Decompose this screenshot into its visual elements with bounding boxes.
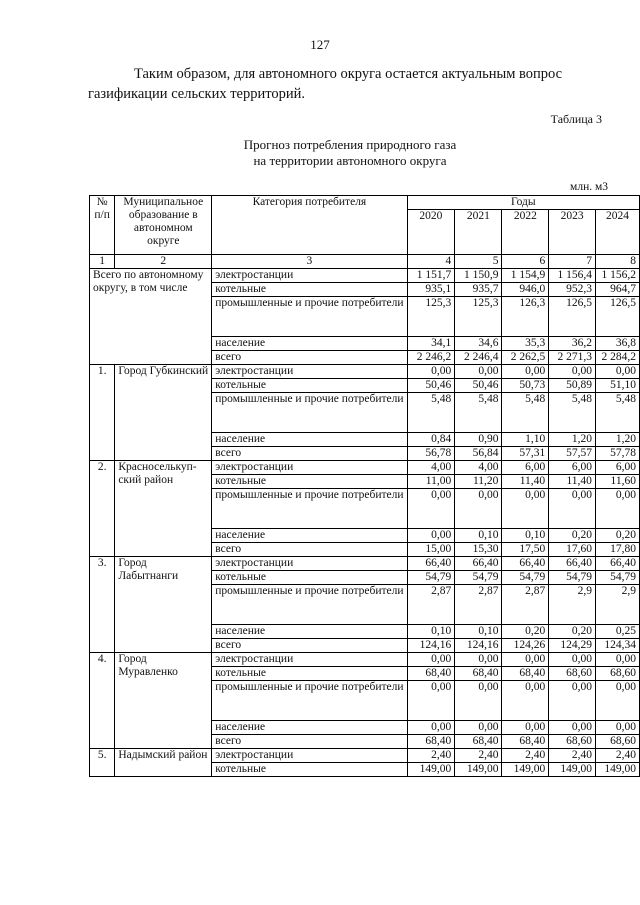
- value-cell: 0,00: [595, 489, 639, 529]
- category-cell: электростанции: [212, 461, 407, 475]
- header-year: 2022: [502, 210, 549, 255]
- value-cell: 964,7: [595, 283, 639, 297]
- intro-paragraph: [88, 64, 598, 104]
- value-cell: 66,40: [502, 557, 549, 571]
- value-cell: 125,3: [455, 297, 502, 337]
- value-cell: 0,25: [595, 625, 639, 639]
- value-cell: 11,60: [595, 475, 639, 489]
- value-cell: 36,2: [549, 337, 596, 351]
- value-cell: 11,20: [455, 475, 502, 489]
- value-cell: 11,00: [407, 475, 455, 489]
- value-cell: 0,00: [455, 653, 502, 667]
- value-cell: 6,00: [549, 461, 596, 475]
- value-cell: 57,78: [595, 447, 639, 461]
- value-cell: 125,3: [407, 297, 455, 337]
- value-cell: 11,40: [502, 475, 549, 489]
- value-cell: 54,79: [549, 571, 596, 585]
- column-number: 2: [115, 255, 212, 269]
- header-num: № п/п: [90, 196, 115, 255]
- value-cell: 0,00: [407, 721, 455, 735]
- category-cell: население: [212, 529, 407, 543]
- value-cell: 17,50: [502, 543, 549, 557]
- value-cell: 2,40: [407, 749, 455, 763]
- value-cell: 0,20: [502, 625, 549, 639]
- value-cell: 2,40: [455, 749, 502, 763]
- value-cell: 11,40: [549, 475, 596, 489]
- value-cell: 2 246,2: [407, 351, 455, 365]
- header-municipality: Муниципальное образование в автономном округе: [115, 196, 212, 255]
- value-cell: 0,00: [549, 489, 596, 529]
- category-cell: население: [212, 721, 407, 735]
- table-row: [90, 365, 640, 379]
- value-cell: 0,00: [455, 721, 502, 735]
- value-cell: 0,00: [407, 489, 455, 529]
- value-cell: 2,9: [595, 585, 639, 625]
- category-cell: промышленные и прочие потребители: [212, 393, 407, 433]
- value-cell: 1,20: [595, 433, 639, 447]
- value-cell: 2,87: [455, 585, 502, 625]
- header-year: 2021: [455, 210, 502, 255]
- value-cell: 5,48: [549, 393, 596, 433]
- value-cell: 36,8: [595, 337, 639, 351]
- category-cell: котельные: [212, 763, 407, 777]
- value-cell: 50,46: [407, 379, 455, 393]
- column-number: 7: [549, 255, 596, 269]
- category-cell: электростанции: [212, 557, 407, 571]
- value-cell: 124,29: [549, 639, 596, 653]
- value-cell: 15,00: [407, 543, 455, 557]
- value-cell: 1 156,2: [595, 269, 639, 283]
- value-cell: 0,00: [502, 365, 549, 379]
- value-cell: 0,00: [502, 721, 549, 735]
- value-cell: 2,40: [595, 749, 639, 763]
- value-cell: 0,00: [407, 365, 455, 379]
- category-cell: котельные: [212, 475, 407, 489]
- value-cell: 68,40: [407, 667, 455, 681]
- category-cell: население: [212, 337, 407, 351]
- category-cell: промышленные и прочие потребители: [212, 297, 407, 337]
- value-cell: 35,3: [502, 337, 549, 351]
- value-cell: 50,46: [455, 379, 502, 393]
- category-cell: население: [212, 625, 407, 639]
- municipality-name-cell: Город Лабытнанги: [115, 557, 212, 653]
- value-cell: 126,5: [549, 297, 596, 337]
- value-cell: 68,40: [407, 735, 455, 749]
- value-cell: 50,89: [549, 379, 596, 393]
- header-year: 2020: [407, 210, 455, 255]
- value-cell: 2 271,3: [549, 351, 596, 365]
- header-years-group: Годы: [407, 196, 639, 210]
- category-cell: население: [212, 433, 407, 447]
- category-cell: котельные: [212, 379, 407, 393]
- table-row: [90, 749, 640, 763]
- value-cell: 1,10: [502, 433, 549, 447]
- column-number: 4: [407, 255, 455, 269]
- category-cell: всего: [212, 735, 407, 749]
- value-cell: 0,00: [549, 721, 596, 735]
- municipality-name-cell: Город Губкинский: [115, 365, 212, 461]
- value-cell: 57,31: [502, 447, 549, 461]
- value-cell: 2,40: [502, 749, 549, 763]
- value-cell: 935,7: [455, 283, 502, 297]
- value-cell: 68,60: [595, 667, 639, 681]
- value-cell: 2,87: [502, 585, 549, 625]
- value-cell: 5,48: [502, 393, 549, 433]
- value-cell: 0,10: [407, 625, 455, 639]
- value-cell: 0,10: [455, 625, 502, 639]
- value-cell: 0,10: [455, 529, 502, 543]
- value-cell: 68,40: [502, 735, 549, 749]
- value-cell: 0,00: [595, 681, 639, 721]
- value-cell: 124,34: [595, 639, 639, 653]
- gas-consumption-table: [89, 195, 640, 777]
- column-number: 8: [595, 255, 639, 269]
- table-title: [0, 137, 640, 169]
- value-cell: 68,60: [549, 735, 596, 749]
- intro-line-1: Таким образом, для автономного округа остается актуальным вопрос: [134, 66, 563, 82]
- category-cell: всего: [212, 639, 407, 653]
- table-row: [90, 461, 640, 475]
- value-cell: 2,40: [549, 749, 596, 763]
- value-cell: 68,40: [455, 667, 502, 681]
- value-cell: 34,6: [455, 337, 502, 351]
- value-cell: 6,00: [595, 461, 639, 475]
- value-cell: 0,00: [407, 529, 455, 543]
- value-cell: 54,79: [455, 571, 502, 585]
- value-cell: 1,20: [549, 433, 596, 447]
- municipality-name-cell: Надымский район: [115, 749, 212, 777]
- value-cell: 57,57: [549, 447, 596, 461]
- value-cell: 0,00: [407, 653, 455, 667]
- category-cell: котельные: [212, 667, 407, 681]
- intro-line-2: газификации сельских территорий.: [88, 86, 306, 102]
- category-cell: электростанции: [212, 269, 407, 283]
- value-cell: 5,48: [407, 393, 455, 433]
- value-cell: 1 154,9: [502, 269, 549, 283]
- value-cell: 946,0: [502, 283, 549, 297]
- row-number-cell: 1.: [90, 365, 115, 461]
- municipality-name-cell: Город Муравленко: [115, 653, 212, 749]
- value-cell: 2 262,5: [502, 351, 549, 365]
- table-row: [90, 653, 640, 667]
- category-cell: всего: [212, 543, 407, 557]
- value-cell: 66,40: [549, 557, 596, 571]
- value-cell: 0,00: [595, 721, 639, 735]
- category-cell: котельные: [212, 283, 407, 297]
- units-label: млн. м3: [570, 181, 608, 193]
- value-cell: 54,79: [407, 571, 455, 585]
- category-cell: электростанции: [212, 749, 407, 763]
- value-cell: 17,60: [549, 543, 596, 557]
- municipality-name-cell: Красноселькуп-ский район: [115, 461, 212, 557]
- column-number: 3: [212, 255, 407, 269]
- value-cell: 54,79: [595, 571, 639, 585]
- column-number: 6: [502, 255, 549, 269]
- value-cell: 0,00: [595, 365, 639, 379]
- value-cell: 149,00: [549, 763, 596, 777]
- row-number-cell: 3.: [90, 557, 115, 653]
- value-cell: 149,00: [502, 763, 549, 777]
- value-cell: 54,79: [502, 571, 549, 585]
- category-cell: всего: [212, 351, 407, 365]
- value-cell: 0,00: [407, 681, 455, 721]
- category-cell: электростанции: [212, 365, 407, 379]
- value-cell: 0,90: [455, 433, 502, 447]
- value-cell: 0,00: [595, 653, 639, 667]
- value-cell: 1 151,7: [407, 269, 455, 283]
- category-cell: промышленные и прочие потребители: [212, 681, 407, 721]
- value-cell: 56,78: [407, 447, 455, 461]
- header-year: 2024: [595, 210, 639, 255]
- value-cell: 50,73: [502, 379, 549, 393]
- value-cell: 935,1: [407, 283, 455, 297]
- value-cell: 0,20: [549, 625, 596, 639]
- value-cell: 0,00: [502, 489, 549, 529]
- value-cell: 126,5: [595, 297, 639, 337]
- value-cell: 66,40: [407, 557, 455, 571]
- value-cell: 0,20: [595, 529, 639, 543]
- table-title-line-1: Прогноз потребления природного газа: [243, 137, 457, 152]
- value-cell: 4,00: [407, 461, 455, 475]
- value-cell: 149,00: [595, 763, 639, 777]
- row-number-cell: 5.: [90, 749, 115, 777]
- value-cell: 6,00: [502, 461, 549, 475]
- value-cell: 952,3: [549, 283, 596, 297]
- value-cell: 5,48: [455, 393, 502, 433]
- value-cell: 124,26: [502, 639, 549, 653]
- value-cell: 0,00: [455, 489, 502, 529]
- category-cell: промышленные и прочие потребители: [212, 489, 407, 529]
- value-cell: 0,20: [549, 529, 596, 543]
- value-cell: 66,40: [455, 557, 502, 571]
- value-cell: 0,00: [502, 653, 549, 667]
- value-cell: 149,00: [407, 763, 455, 777]
- value-cell: 124,16: [455, 639, 502, 653]
- value-cell: 149,00: [455, 763, 502, 777]
- value-cell: 68,40: [455, 735, 502, 749]
- value-cell: 5,48: [595, 393, 639, 433]
- value-cell: 0,00: [549, 653, 596, 667]
- value-cell: 51,10: [595, 379, 639, 393]
- value-cell: 1 156,4: [549, 269, 596, 283]
- value-cell: 56,84: [455, 447, 502, 461]
- table-row: [90, 269, 640, 283]
- value-cell: 2,9: [549, 585, 596, 625]
- value-cell: 1 150,9: [455, 269, 502, 283]
- column-number: 5: [455, 255, 502, 269]
- value-cell: 2 284,2: [595, 351, 639, 365]
- value-cell: 17,80: [595, 543, 639, 557]
- value-cell: 34,1: [407, 337, 455, 351]
- value-cell: 0,00: [455, 681, 502, 721]
- total-label-cell: Всего по автономному округу, в том числе: [90, 269, 212, 365]
- value-cell: 0,00: [549, 681, 596, 721]
- value-cell: 0,00: [549, 365, 596, 379]
- header-year: 2023: [549, 210, 596, 255]
- table-title-line-2: на территории автономного округа: [253, 153, 447, 168]
- value-cell: 126,3: [502, 297, 549, 337]
- row-number-cell: 2.: [90, 461, 115, 557]
- value-cell: 0,00: [455, 365, 502, 379]
- value-cell: 0,84: [407, 433, 455, 447]
- table-row: [90, 557, 640, 571]
- value-cell: 66,40: [595, 557, 639, 571]
- category-cell: промышленные и прочие потребители: [212, 585, 407, 625]
- category-cell: всего: [212, 447, 407, 461]
- category-cell: котельные: [212, 571, 407, 585]
- header-category: Категория потребителя: [212, 196, 407, 255]
- column-number: 1: [90, 255, 115, 269]
- value-cell: 124,16: [407, 639, 455, 653]
- row-number-cell: 4.: [90, 653, 115, 749]
- value-cell: 4,00: [455, 461, 502, 475]
- table-label: Таблица 3: [550, 112, 602, 126]
- value-cell: 2,87: [407, 585, 455, 625]
- value-cell: 0,00: [502, 681, 549, 721]
- value-cell: 68,60: [595, 735, 639, 749]
- page-number: 127: [310, 37, 330, 52]
- value-cell: 2 246,4: [455, 351, 502, 365]
- category-cell: электростанции: [212, 653, 407, 667]
- value-cell: 68,40: [502, 667, 549, 681]
- value-cell: 15,30: [455, 543, 502, 557]
- value-cell: 68,60: [549, 667, 596, 681]
- value-cell: 0,10: [502, 529, 549, 543]
